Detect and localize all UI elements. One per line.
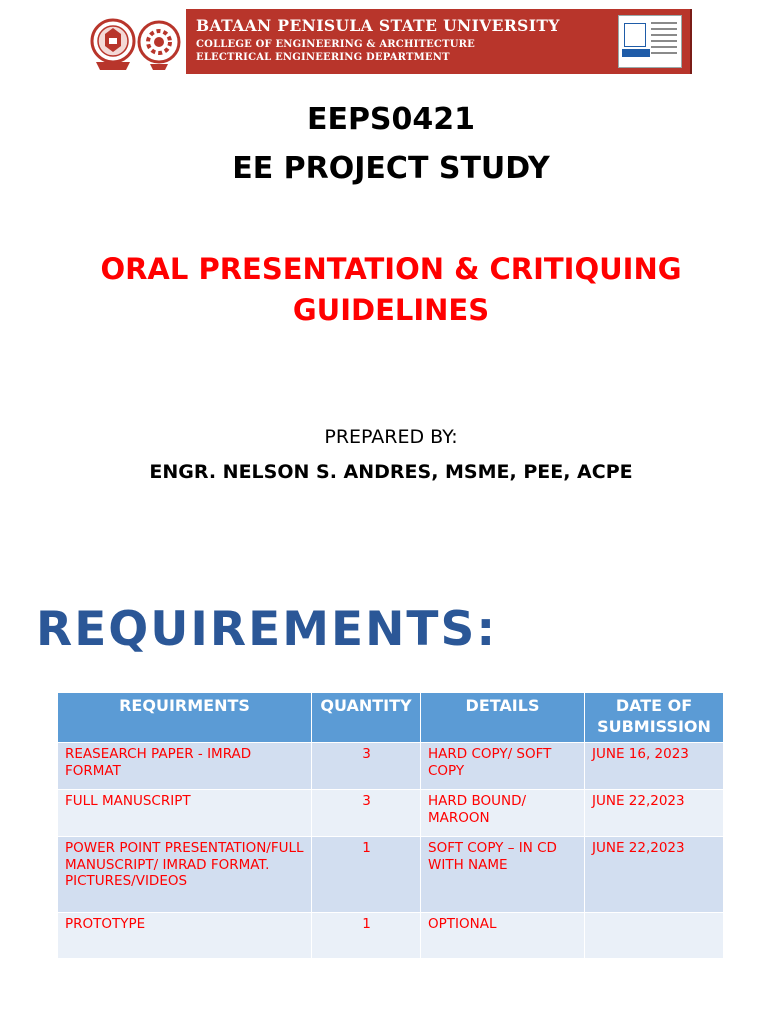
date-cell: JUNE 16, 2023 <box>585 743 724 790</box>
requirements-table <box>57 692 724 959</box>
requirement-cell: PROTOTYPE <box>58 913 312 959</box>
university-name: BATAAN PENISULA STATE UNIVERSITY <box>196 16 560 35</box>
table-row <box>58 837 724 913</box>
requirement-cell: POWER POINT PRESENTATION/FULL MANUSCRIPT/ IMRAD FORMAT. PICTURES/VIDEOS <box>58 837 312 913</box>
iso-certification-badge <box>618 15 682 68</box>
tuv-logo-icon <box>622 19 650 59</box>
department-name: ELECTRICAL ENGINEERING DEPARTMENT <box>196 52 450 63</box>
header-banner <box>186 9 692 74</box>
table-row <box>58 743 724 790</box>
date-cell: JUNE 22,2023 <box>585 837 724 913</box>
requirement-cell: REASEARCH PAPER - IMRAD FORMAT <box>58 743 312 790</box>
college-name: COLLEGE OF ENGINEERING & ARCHITECTURE <box>196 39 475 50</box>
column-header-date-of-submission: DATE OF SUBMISSION <box>585 693 724 743</box>
table-row <box>58 913 724 959</box>
requirements-heading: REQUIREMENTS: <box>36 602 498 657</box>
details-cell: OPTIONAL <box>421 913 585 959</box>
course-name: EE PROJECT STUDY <box>232 151 550 186</box>
details-cell: SOFT COPY – IN CD WITH NAME <box>421 837 585 913</box>
details-cell: HARD COPY/ SOFT COPY <box>421 743 585 790</box>
college-seal-logo <box>136 14 182 74</box>
guideline-title-line-2: GUIDELINES <box>292 293 490 327</box>
date-cell <box>585 913 724 959</box>
author-name: ENGR. NELSON S. ANDRES, MSME, PEE, ACPE <box>149 461 633 483</box>
column-header-details: DETAILS <box>421 693 585 743</box>
table-header-row <box>58 693 724 743</box>
university-seal-logo <box>90 14 136 74</box>
column-header-quantity: QUANTITY <box>312 693 421 743</box>
column-header-requirements: REQUIRMENTS <box>58 693 312 743</box>
table-row <box>58 790 724 837</box>
requirement-cell: FULL MANUSCRIPT <box>58 790 312 837</box>
details-cell: HARD BOUND/ MAROON <box>421 790 585 837</box>
quantity-cell: 1 <box>312 837 421 913</box>
guideline-title-line-1: ORAL PRESENTATION & CRITIQUING <box>100 252 682 286</box>
prepared-by-label: PREPARED BY: <box>324 426 458 448</box>
date-cell: JUNE 22,2023 <box>585 790 724 837</box>
quantity-cell: 1 <box>312 913 421 959</box>
quantity-cell: 3 <box>312 790 421 837</box>
quantity-cell: 3 <box>312 743 421 790</box>
certificate-text-lines <box>651 22 677 58</box>
course-code: EEPS0421 <box>306 102 476 137</box>
